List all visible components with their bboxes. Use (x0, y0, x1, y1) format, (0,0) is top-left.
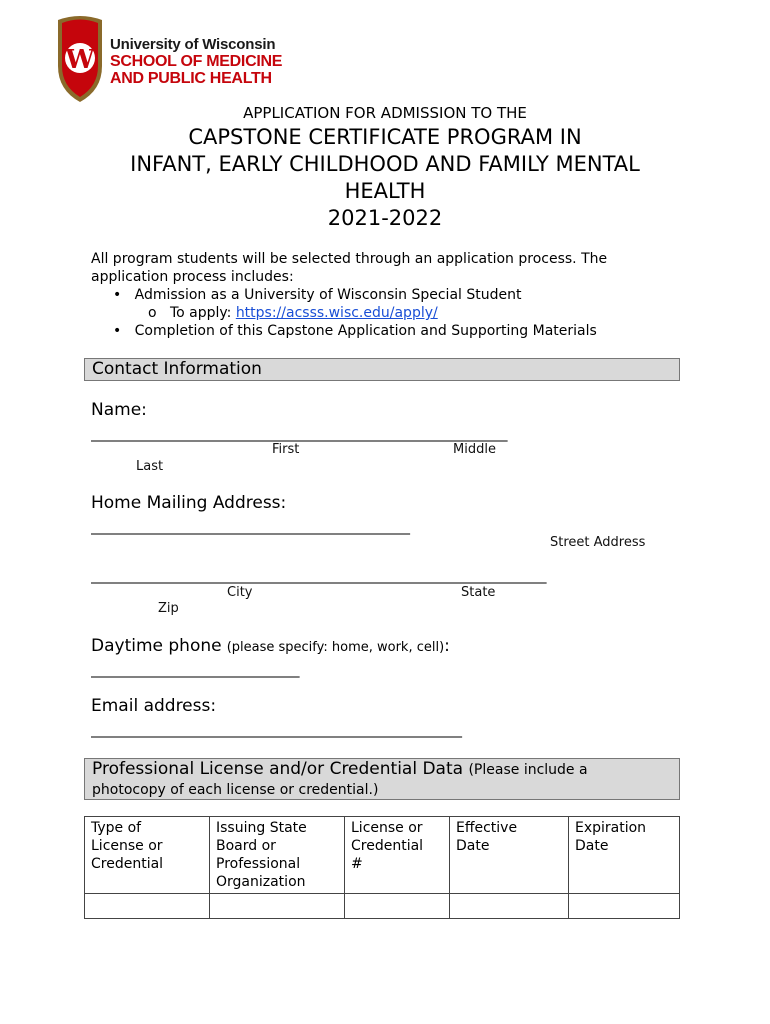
title-line: HEALTH (344, 179, 426, 203)
phone-field[interactable]: ________________________________ (91, 662, 299, 678)
caption-middle: Middle (453, 442, 496, 457)
caption-street-address: Street Address (550, 535, 646, 550)
circle-bullet-icon: o (148, 305, 157, 321)
license-section-header: Professional License and/or Credential Data (Please include a photocopy of each license or credential.) (84, 758, 680, 800)
school-logo (54, 14, 304, 104)
contact-section-header: Contact Information (84, 358, 680, 381)
cell-type[interactable] (85, 894, 210, 919)
sub-bullet-item: o To apply: https://acsss.wisc.edu/apply/ (148, 305, 438, 321)
name-label: Name: (91, 400, 147, 420)
crest-icon (54, 14, 106, 104)
col-expiration-header: Expiration Date (569, 817, 680, 894)
caption-state: State (461, 585, 496, 600)
caption-first: First (272, 442, 300, 457)
email-field[interactable]: _________________________________________________________ (91, 722, 462, 738)
cell-expiration[interactable] (569, 894, 680, 919)
title-line: CAPSTONE CERTIFICATE PROGRAM IN (188, 125, 582, 149)
intro-text: All program students will be selected through an application process. The application process includes: (91, 251, 608, 285)
phone-label-row: Daytime phone (please specify: home, work, cell): (91, 636, 450, 656)
col-type-header: Type of License or Credential (85, 817, 210, 894)
title-line: 2021-2022 (327, 206, 443, 230)
phone-label: Daytime phone (91, 636, 222, 656)
phone-note: (please specify: home, work, cell) (226, 640, 445, 655)
cell-number[interactable] (345, 894, 450, 919)
table-header-row (85, 817, 680, 894)
logo-line-university: University of Wisconsin (110, 36, 276, 53)
license-section-title: Professional License and/or Credential Data (92, 759, 464, 779)
bullet-item: • Completion of this Capstone Application and Supporting Materials (113, 323, 597, 339)
logo-line-school: SCHOOL OF MEDICINE (110, 53, 283, 70)
cell-effective[interactable] (450, 894, 569, 919)
bullet-icon: • (113, 287, 122, 303)
city-state-zip-field[interactable]: ______________________________________________________________________ (91, 568, 546, 584)
col-effective-header: Effective Date (450, 817, 569, 894)
table-row (85, 894, 680, 919)
bullet-item: • Admission as a University of Wisconsin Special Student (113, 287, 522, 303)
address-label: Home Mailing Address: (91, 493, 287, 513)
caption-last: Last (136, 459, 164, 474)
apply-link[interactable]: https://acsss.wisc.edu/apply/ (235, 305, 438, 321)
caption-city: City (227, 585, 253, 600)
email-label: Email address: (91, 696, 217, 716)
col-number-header: License or Credential # (345, 817, 450, 894)
title-line: INFANT, EARLY CHILDHOOD AND FAMILY MENTAL (130, 152, 640, 176)
logo-line-public-health: AND PUBLIC HEALTH (110, 70, 272, 87)
intro-block (91, 250, 661, 340)
bullet-icon: • (113, 323, 122, 339)
page-title (60, 124, 710, 232)
credential-table (84, 816, 680, 919)
crest-letter: W (65, 45, 95, 75)
cell-issuing[interactable] (210, 894, 345, 919)
license-section-note: (Please include a (468, 762, 588, 778)
caption-zip: Zip (158, 601, 179, 616)
page-subtitle: APPLICATION FOR ADMISSION TO THE (243, 104, 527, 122)
name-field[interactable]: ________________________________________________________________ (91, 426, 507, 442)
street-address-field[interactable]: _________________________________________________ (91, 519, 410, 535)
col-issuing-header: Issuing State Board or Professional Organization (210, 817, 345, 894)
